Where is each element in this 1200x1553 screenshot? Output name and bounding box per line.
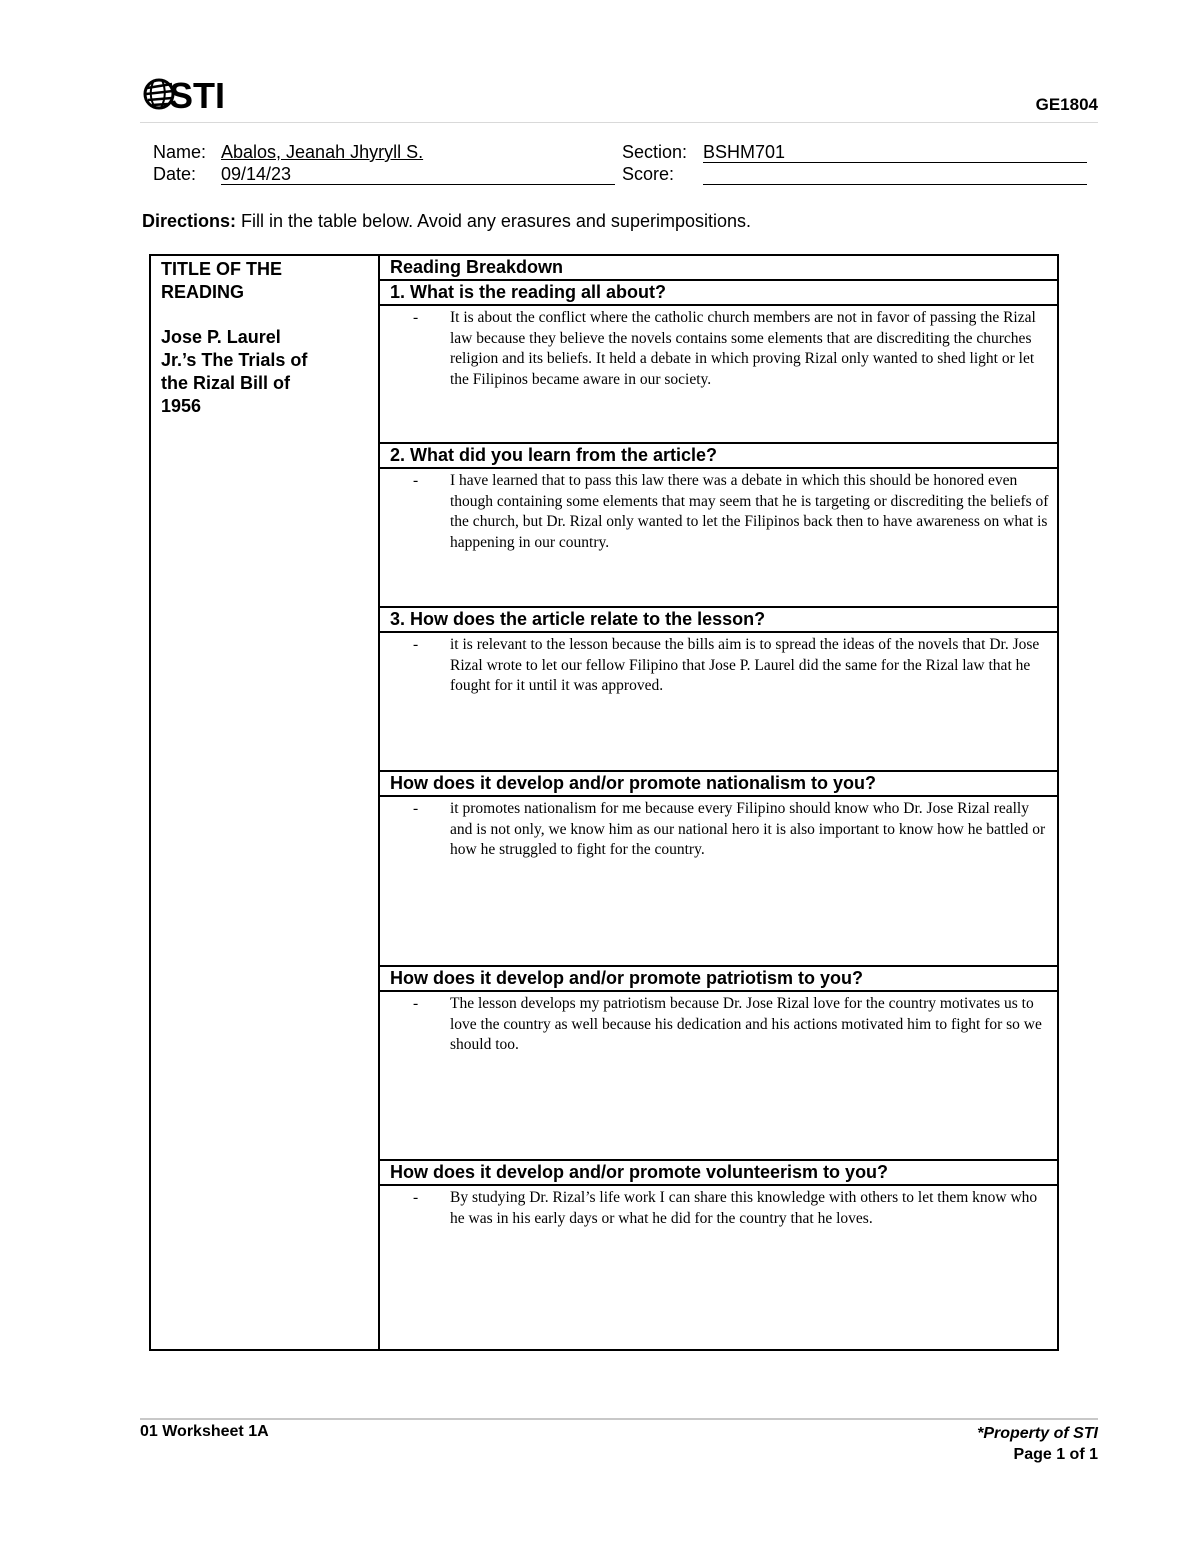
bullet: - bbox=[413, 1189, 419, 1206]
question-patriotism: How does it develop and/or promote patriotism to you? bbox=[380, 967, 1057, 992]
breakdown-column bbox=[380, 256, 1057, 1349]
logo-text: STI bbox=[169, 75, 226, 114]
breakdown-header: Reading Breakdown bbox=[380, 256, 1057, 281]
bullet: - bbox=[413, 309, 419, 326]
worksheet-label: 01 Worksheet 1A bbox=[140, 1423, 269, 1440]
date-value[interactable]: 09/14/23 bbox=[221, 163, 615, 185]
reading-table bbox=[149, 254, 1059, 1351]
question-1: 1. What is the reading all about? bbox=[380, 281, 1057, 306]
answer-text: It is about the conflict where the catholic church members are not in favor of passing the Rizal law because they believe the novels contains some elements that are discrediting the churches religion and its beliefs. It held a debate in which proving Rizal only wanted to shed light or let the Filipinos became aware in our society. bbox=[450, 309, 1036, 388]
answer-nationalism[interactable] bbox=[380, 797, 1057, 967]
document-code: GE1804 bbox=[1035, 95, 1098, 114]
title-column bbox=[151, 256, 380, 1349]
section-label: Section: bbox=[622, 142, 688, 162]
answer-3[interactable] bbox=[380, 633, 1057, 772]
score-label: Score: bbox=[622, 164, 675, 184]
directions-text: Fill in the table below. Avoid any erasures and superimpositions. bbox=[236, 211, 751, 231]
property-notice: *Property of STI bbox=[977, 1425, 1098, 1442]
question-volunteerism: How does it develop and/or promote volunteerism to you? bbox=[380, 1161, 1057, 1186]
score-value[interactable] bbox=[703, 163, 1087, 185]
answer-1[interactable] bbox=[380, 306, 1057, 444]
name-value[interactable]: Abalos, Jeanah Jhyryll S. bbox=[221, 142, 424, 162]
answer-text: I have learned that to pass this law there was a debate in which this should be honored even though containing some elements that may seem that he is targeting or discrediting the beliefs of the church, but Dr. Rizal only wanted to let the Filipinos back then to have awareness on what is happening in our country. bbox=[450, 472, 1049, 551]
answer-2[interactable] bbox=[380, 469, 1057, 608]
directions-label: Directions: bbox=[142, 211, 237, 231]
footer-divider bbox=[140, 1418, 1098, 1420]
answer-text: it is relevant to the lesson because the bills aim is to spread the ideas of the novels that Dr. Jose Rizal wrote to let our fellow Filipino that Jose P. Laurel did the same for the Rizal law that he fought for it until it was approved. bbox=[450, 636, 1040, 694]
answer-volunteerism[interactable] bbox=[380, 1186, 1057, 1349]
page-number: Page 1 of 1 bbox=[1013, 1446, 1098, 1463]
bullet: - bbox=[413, 800, 419, 817]
bullet: - bbox=[413, 636, 419, 653]
answer-text: The lesson develops my patriotism because Dr. Jose Rizal love for the country motivates us to love the country as well because his dedication and his actions motivated him to fight for so we should too. bbox=[450, 995, 1042, 1053]
question-3: 3. How does the article relate to the lesson? bbox=[380, 608, 1057, 633]
answer-patriotism[interactable] bbox=[380, 992, 1057, 1161]
question-2: 2. What did you learn from the article? bbox=[380, 444, 1057, 469]
section-value[interactable]: BSHM701 bbox=[703, 141, 1087, 163]
bullet: - bbox=[413, 995, 419, 1012]
name-label: Name: bbox=[153, 142, 207, 162]
answer-text: it promotes nationalism for me because every Filipino should know who Dr. Jose Rizal really and is not only, we know him as our national hero it is also important to know how he battled or how he struggled to fight for the country. bbox=[450, 800, 1046, 858]
answer-text: By studying Dr. Rizal’s life work I can share this knowledge with others to let them know who he was in his early days or what he did for the country that he loves. bbox=[450, 1189, 1038, 1227]
question-nationalism: How does it develop and/or promote nationalism to you? bbox=[380, 772, 1057, 797]
reading-title[interactable]: Jose P. Laurel Jr.’s The Trials of the Rizal Bill of 1956 bbox=[161, 327, 308, 416]
footer-right bbox=[977, 1423, 1098, 1465]
date-label: Date: bbox=[153, 164, 197, 184]
sti-logo bbox=[142, 70, 232, 114]
title-heading: TITLE OF THE READING bbox=[161, 259, 282, 302]
bullet: - bbox=[413, 472, 419, 489]
directions bbox=[142, 211, 751, 232]
header-divider bbox=[140, 122, 1098, 123]
